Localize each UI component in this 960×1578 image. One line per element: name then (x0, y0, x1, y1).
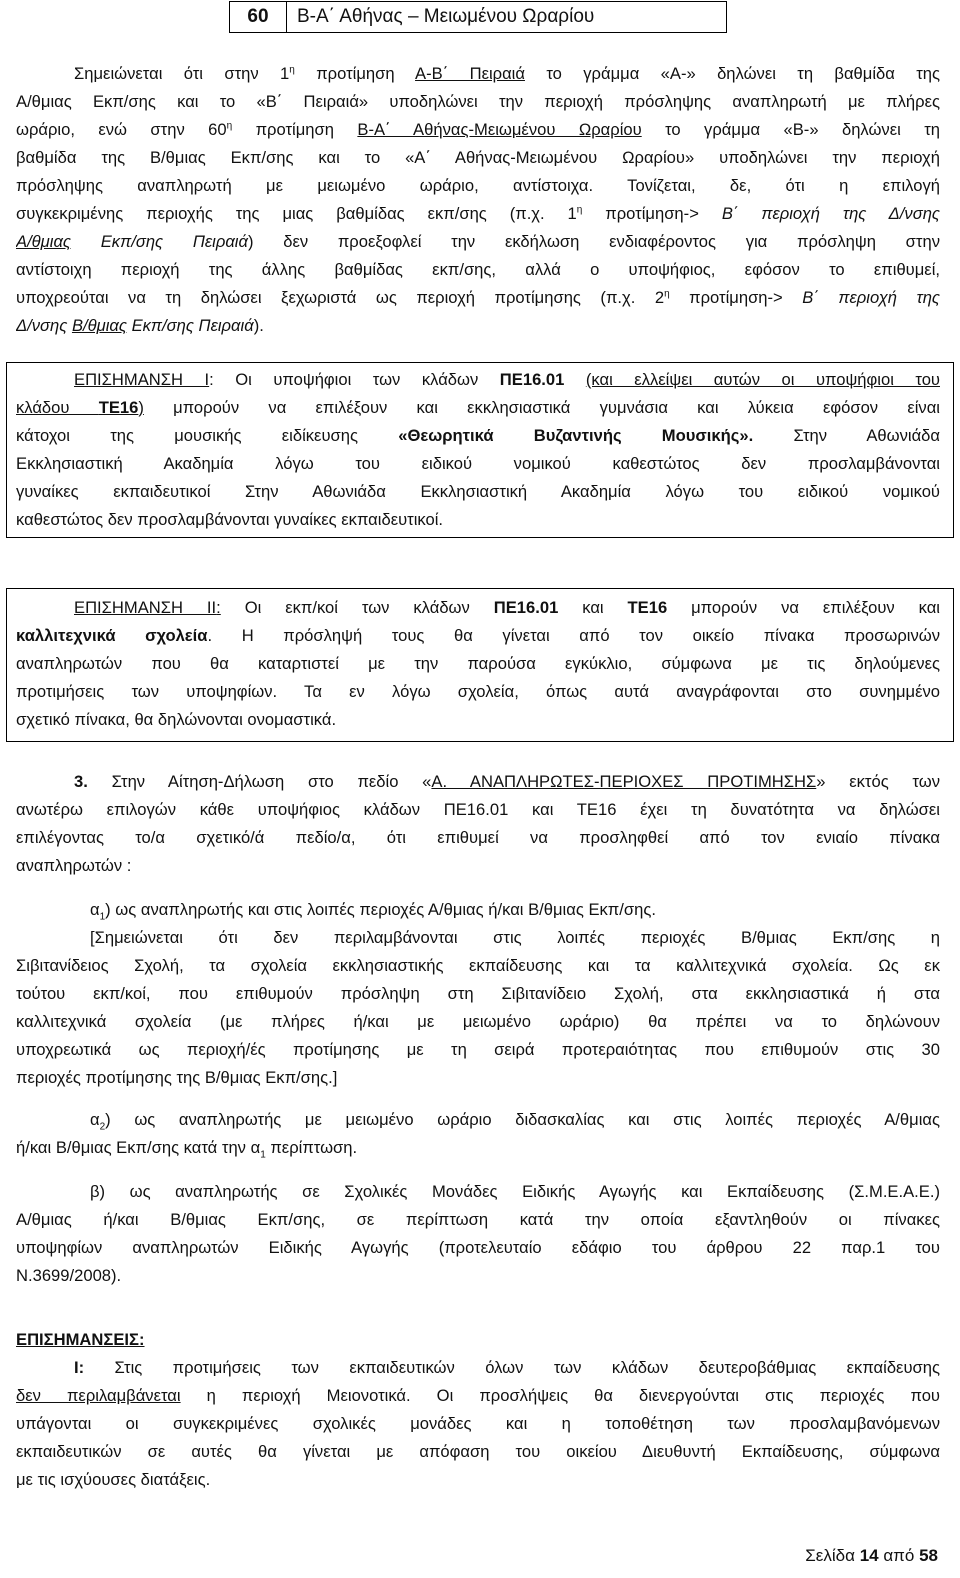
text-line: αναπληρωτών που θα καταρτιστεί με την παρούσα εγκύκλιο, σύμφωνα με τις δηλούμενες (16, 654, 940, 673)
text-line: ή/και Β/θμιας Εκπ/σης κατά την $\alpha_1$ περίπτωση. (16, 1138, 358, 1161)
page-number: 14 (859, 1546, 879, 1565)
text-line: αντίστοιχη περιοχή της άλλης βαθμίδας εκπ/σης, αλλά ο υποψήφιος, εφόσον το επιθυμεί, (16, 260, 940, 279)
text-line: Α/θμιας ή/και Β/θμιας Εκπ/σης, σε περίπτωση κατά την οποία εξαντληθούν οι πίνακες (16, 1210, 940, 1229)
notes-section (16, 1326, 940, 1494)
text-line: επιλέγοντας το/α σχετικό/ά πεδίο/α, ότι επιθυμεί να προσληφθεί από τον ενιαίο πίνακα (16, 828, 940, 847)
text-line: $\alpha_2$) ως αναπληρωτής με μειωμένο ωράριο διδασκαλίας και στις λοιπές περιοχές Α/θμιας (90, 1110, 940, 1133)
item-3-paragraph (16, 768, 940, 880)
text-line: εκπαιδευτικών σε αυτές θα γίνεται με απόφαση του οικείου Διευθυντή Εκπαίδευσης, σύμφωνα (16, 1442, 940, 1461)
text-line: ΕΠΙΣΗΜΑΝΣΗ ΙΙ: Οι εκπ/κοί των κλάδων ΠΕ16.01 και ΤΕ16 μπορούν να επιλέξουν και (74, 598, 940, 617)
text-line: περιοχές προτίμησης της Β/θμιας Εκπ/σης.] (16, 1068, 338, 1087)
header-title: Β-Α΄ Αθήνας – Μειωμένου Ωραρίου (297, 6, 595, 27)
page-header-table (229, 1, 727, 33)
text-line: καθεστώτος δεν προσλαμβάνονται γυναίκες εκπαιδευτικοί. (16, 510, 444, 529)
text-line: δεν περιλαμβάνεται η περιοχή Μειονοτικά. Οι προσλήψεις θα διενεργούνται στις περιοχές που (16, 1386, 940, 1405)
text-line: [Σημειώνεται ότι δεν περιλαμβάνονται στις λοιπές περιοχές Β/θμιας Εκπ/σης η (90, 928, 940, 947)
text-line: Α/θμιας Εκπ/σης και το «Β΄ Πειραιά» υποδηλώνει την περιοχή πρόσληψης αναπληρωτή με πλήρες (16, 92, 940, 111)
notes-heading: ΕΠΙΣΗΜΑΝΣΕΙΣ: (16, 1330, 145, 1349)
text-line: κλάδου ΤΕ16) μπορούν να επιλέξουν και εκκλησιαστικά γυμνάσια και λύκεια εφόσον είναι (16, 398, 940, 417)
text-line: προτιμήσεις των υποψηφίων. Τα εν λόγω σχολεία, όπως αυτά αναγράφονται στο συνημμένο (16, 682, 940, 701)
header-number: 60 (230, 2, 287, 32)
text-line: πρόσληψης αναπληρωτή με μειωμένο ωράριο, αντίστοιχα. Τονίζεται, δε, ότι η επιλογή (16, 176, 940, 195)
text-line: βαθμίδα της Β/θμιας Εκπ/σης και το «Α΄ Αθήνας-Μειωμένου Ωραρίου» υποδηλώνει την περιοχή (16, 148, 940, 167)
text-line: 3. Στην Αίτηση-Δήλωση στο πεδίο «Α. ΑΝΑΠΛΗΡΩΤΕΣ-ΠΕΡΙΟΧΕΣ ΠΡΟΤΙΜΗΣΗΣ» εκτός των (74, 772, 940, 791)
notice-2-text (16, 594, 940, 734)
option-a2 (16, 1106, 940, 1162)
text-line: με τις ισχύουσες διατάξεις. (16, 1470, 211, 1489)
text-line: Ν.3699/2008). (16, 1266, 122, 1285)
text-line: σχετικό πίνακα, θα δηλώνονται ονομαστικά. (16, 710, 337, 729)
text-line: υποψηφίων αναπληρωτών Ειδικής Αγωγής (προτελευταίο εδάφιο του άρθρου 22 παρ.1 του (16, 1238, 940, 1257)
text-line: Δ/νσης Β/θμιας Εκπ/σης Πειραιά). (16, 316, 264, 335)
text-line: ανωτέρω επιλογών κάθε υποψήφιος κλάδων ΠΕ16.01 και ΤΕ16 έχει τη δυνατότητα να δηλώσει (16, 800, 940, 819)
text-line: υποχρεωτικά ως περιοχή/ές προτίμησης με τη σειρά προτεραιότητας που επιθυμούν στις 30 (16, 1040, 940, 1059)
text-line: καλλιτεχνικά σχολεία (με πλήρες ή/και με μειωμένο ωράριο) θα πρέπει να το δηλώνουν (16, 1012, 940, 1031)
text-line: ωράριο, ενώ στην $60^\eta$ προτίμηση Β-Α΄ Αθήνας-Μειωμένου Ωραρίου το γράμμα «Β-» δηλώνει τη (16, 120, 940, 139)
text-line: Α/θμιας Εκπ/σης Πειραιά) δεν προεξοφλεί την εκδήλωση ενδιαφέροντος για πρόσληψη στην (16, 232, 940, 251)
text-line: Σημειώνεται ότι στην $1^\eta$ προτίμηση Α-Β΄ Πειραιά το γράμμα «Α-» δηλώνει τη βαθμίδα της (74, 64, 940, 83)
text-line: υποχρεούται να τη δηλώσει ξεχωριστά ως περιοχή προτίμησης (π.χ. $2^\eta$ προτίμηση-> Β΄ περιοχή της (16, 288, 940, 307)
text-line: κάτοχοι της μουσικής ειδίκευσης «Θεωρητικά Βυζαντινής Μουσικής». Στην Αθωνιάδα (16, 426, 940, 445)
text-line: γυναίκες εκπαιδευτικοί Στην Αθωνιάδα Εκκλησιαστική Ακαδημία λόγω του ειδικού νομικού (16, 482, 940, 501)
text-line: ΕΠΙΣΗΜΑΝΣΗ Ι: Οι υποψήφιοι των κλάδων ΠΕ16.01 (και ελλείψει αυτών οι υποψήφιοι του (74, 370, 940, 389)
text-line: τούτου εκπ/κοί, που επιθυμούν πρόσληψη στη Σιβιτανίδειο Σχολή, στα εκκλησιαστικά ή στα (16, 984, 940, 1003)
text-line: αναπληρωτών : (16, 856, 132, 875)
text-line: συγκεκριμένης περιοχής της μιας βαθμίδας εκπ/σης (π.χ. $1^\eta$ προτίμηση-> Β΄ περιοχή της Δ/νσης (16, 204, 940, 223)
option-b (16, 1178, 940, 1290)
text-line: Ι: Στις προτιμήσεις των εκπαιδευτικών όλων των κλάδων δευτεροβάθμιας εκπαίδευσης (74, 1358, 940, 1377)
text-line: καλλιτεχνικά σχολεία. Η πρόσληψή τους θα γίνεται από τον οικείο πίνακα προσωρινών (16, 626, 940, 645)
page-total: 58 (919, 1546, 938, 1565)
notice-1-text (16, 366, 940, 534)
note-paragraph (16, 924, 940, 1092)
text-line: υπάγονται οι συγκεκριμένες σχολικές μονάδες και η τοποθέτηση των προσλαμβανόμενων (16, 1414, 940, 1433)
intro-paragraph (16, 60, 940, 340)
text-line: Εκκλησιαστική Ακαδημία λόγω του ειδικού νομικού καθεστώτος δεν προσλαμβάνονται (16, 454, 940, 473)
page-footer: Σελίδα 14 από 58 (805, 1546, 938, 1565)
option-a1 (16, 896, 940, 924)
text-line: $\alpha_1$) ως αναπληρωτής και στις λοιπές περιοχές Α/θμιας ή/και Β/θμιας Εκπ/σης. (90, 900, 656, 923)
text-line: Σιβιτανίδειος Σχολή, τα σχολεία εκκλησιαστικής εκπαίδευσης και τα καλλιτεχνικά σχολεία. Ως εκ (16, 956, 940, 975)
text-line: β) ως αναπληρωτής σε Σχολικές Μονάδες Ειδικής Αγωγής και Εκπαίδευσης (Σ.Μ.Ε.Α.Ε.) (90, 1182, 940, 1201)
